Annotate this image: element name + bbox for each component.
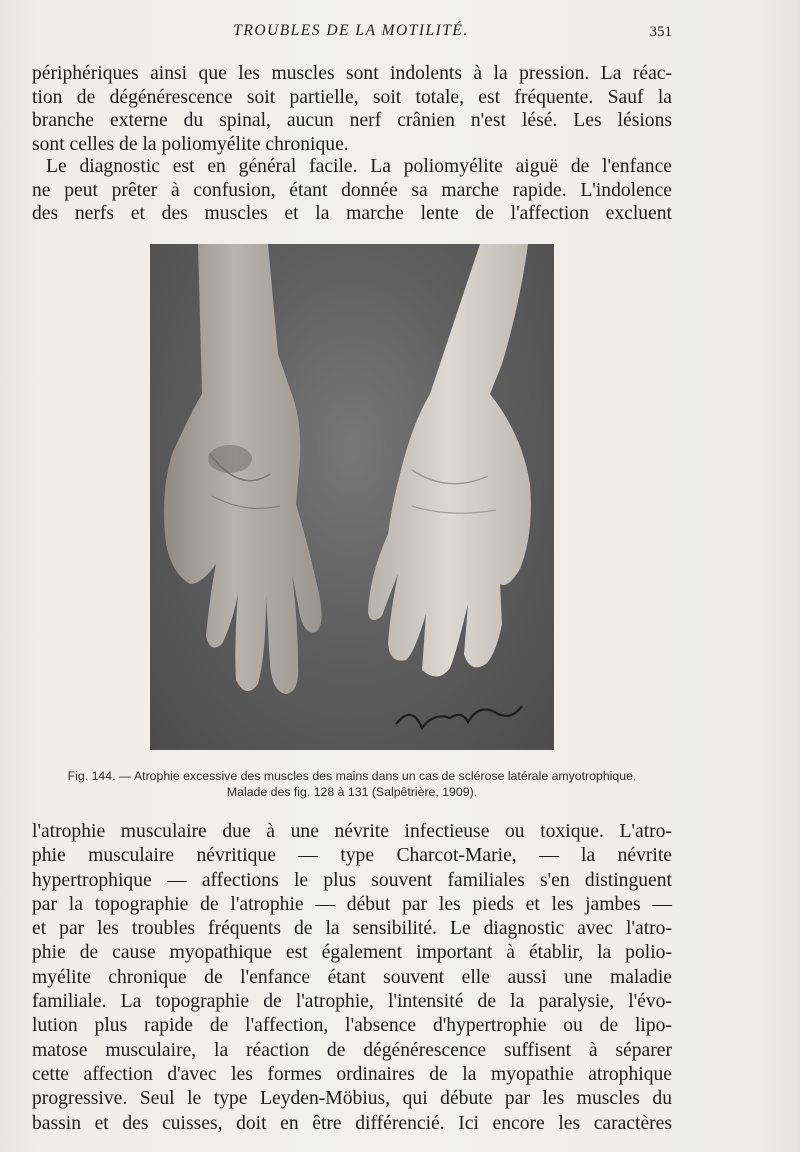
text-line: Le diagnostic est en général facile. La poliomyélite aiguë de l'enfance <box>46 156 672 177</box>
text-line: ne peut prêter à confusion, étant donnée sa marche rapide. L'indolence <box>32 179 672 201</box>
signature-mark <box>396 706 522 728</box>
paragraph-1 <box>32 62 672 156</box>
text-line: matose musculaire, la réaction de dégénérescence suffisent à séparer <box>32 1039 672 1061</box>
text-line: bassin et des cuisses, doit en être différencié. Ici encore les caractères <box>32 1112 672 1134</box>
paragraph-2 <box>32 155 672 226</box>
paragraph-3 <box>32 820 672 1136</box>
right-hand <box>368 244 531 677</box>
text-line: branche externe du spinal, aucun nerf crânien n'est lésé. Les lésions <box>32 110 672 131</box>
text-line: des nerfs et des muscles et la marche lente de l'affection excluent <box>32 203 672 224</box>
text-line: familiale. La topographie de l'atrophie, l'intensité de la paralysie, l'évo- <box>32 991 672 1013</box>
text-line: phie de cause myopathique est également important à établir, la polio- <box>32 942 672 964</box>
text-line: sont celles de la poliomyélite chronique. <box>32 133 349 155</box>
running-head: TROUBLES DE LA MOTILITÉ. <box>233 22 469 39</box>
page-header <box>30 22 672 46</box>
text-line: périphériques ainsi que les muscles sont indolents à la pression. La réac- <box>32 63 672 84</box>
page-number: 351 <box>649 24 672 40</box>
text-line: myélite chronique de l'enfance étant souvent elle aussi une maladie <box>32 966 672 988</box>
text-line: et par les troubles fréquents de la sensibilité. Le diagnostic avec l'atro- <box>32 918 672 940</box>
text-line: lution plus rapide de l'affection, l'absence d'hypertrophie ou de lipo- <box>32 1015 672 1037</box>
text-line: cette affection d'avec les formes ordinaires de la myopathie atrophique <box>32 1063 672 1085</box>
text-line: l'atrophie musculaire due à une névrite infectieuse ou toxique. L'atro- <box>32 821 672 842</box>
text-line: par la topographie de l'atrophie — début par les pieds et les jambes — <box>32 893 672 915</box>
caption-line: Malade des fig. 128 à 131 (Salpêtrière, 1909). <box>226 785 478 799</box>
text-line: hypertrophique — affections le plus souvent familiales s'en distinguent <box>32 869 672 891</box>
figure-photograph <box>150 244 554 750</box>
caption-line: Fig. 144. — Atrophie excessive des muscles des mains dans un cas de sclérose latérale amyotrophique. <box>67 769 637 783</box>
text-line: progressive. Seul le type Leyden-Möbius, qui débute par les muscles du <box>32 1088 672 1110</box>
text-line: tion de dégénérescence soit partielle, soit totale, est fréquente. Sauf la <box>32 86 672 108</box>
left-hand <box>164 244 322 694</box>
figure-caption <box>32 768 672 800</box>
hands-photograph <box>150 244 554 750</box>
text-line: phie musculaire névritique — type Charcot-Marie, — la névrite <box>32 845 672 867</box>
